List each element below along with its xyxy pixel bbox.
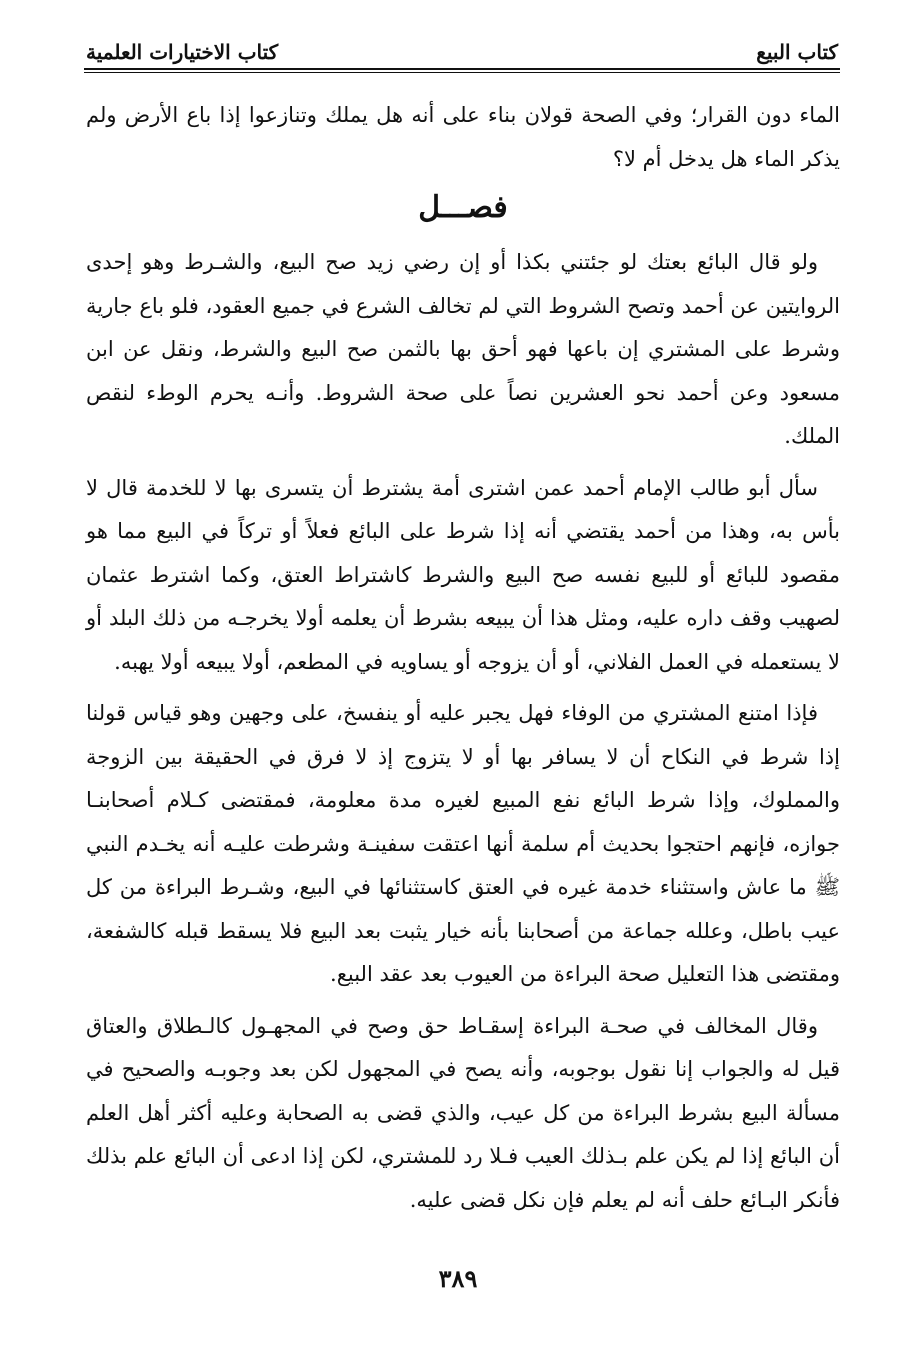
header-rule bbox=[84, 68, 840, 73]
running-header bbox=[86, 28, 838, 64]
paragraph: فإذا امتنع المشتري من الوفاء فهل يجبر عليه أو ينفسخ، على وجهين وهو قياس قولنا إذا شرط في النكاح أن لا يسافر بها أو لا يتزوج إذ لا فرق في الحقيقة بين الزوجة والمملوك، وإذا شرط البائع نفع المبيع لغيره مدة معلومة، فمقتضى كـلام أصحابنـا جوازه، فإنهم احتجوا بحديث أم سلمة أنها اعتقت سفينـة وشرطت عليـه أنه يخـدم النبي ﷺ ما عاش واستثناء خدمة غيره في العتق كاستثنائها في البيع، وشـرط البراءة من كل عيب باطل، وعلله جماعة من أصحابنا بأنه خيار يثبت بعد البيع فلا يسقط قبله كالشفعة، ومقتضى هذا التعليل صحة البراءة من العيوب بعد عقد البيع. bbox=[86, 701, 840, 986]
section-heading: فصـــل bbox=[418, 190, 508, 225]
paragraph: ولو قال البائع بعتك لو جئتني بكذا أو إن رضي زيد صح البيع، والشـرط وهو إحدى الروايتين عن أحمد وتصح الشروط التي لم تخالف الشرع في جميع العقود، فلو باع جارية وشرط على المشتري إن باعها فهو أحق بها بالثمن صح البيع والشرط، ونقل عن ابن مسعود وعن أحمد نحو العشرين نصاً على صحة الشروط. وأنـه يحرم الوطء لنقص الملك. bbox=[86, 250, 840, 448]
header-chapter-title: كتاب البيع bbox=[756, 40, 838, 64]
header-book-title: كتاب الاختيارات العلمية bbox=[86, 40, 279, 64]
paragraph-continuation: الماء دون القرار؛ وفي الصحة قولان بناء على أنه هل يملك وتنازعوا إذا باع الأرض ولم يذكر الماء هل يدخل أم لا؟ bbox=[86, 103, 840, 171]
page-number: ٣٨٩ bbox=[438, 1264, 478, 1293]
page-body bbox=[86, 94, 840, 1222]
paragraph: سأل أبو طالب الإمام أحمد عمن اشترى أمة يشترط أن يتسرى بها لا للخدمة قال لا بأس به، وهذا من أحمد يقتضي أنه إذا شرط على البائع فعلاً أو تركاً في البيع مما هو مقصود للبائع أو للبيع نفسه صح البيع والشرط كاشتراط العتق، وكما اشترط عثمان لصهيب وقف داره عليه، ومثل هذا أن يبيعه بشرط أن يعلمه أولا يخرجـه من ذلك البلد أو لا يستعمله في العمل الفلاني، أو أن يزوجه أو يساويه في المطعم، أولا يبيعه أولا يهبه. bbox=[86, 475, 840, 674]
paragraph: وقال المخالف في صحـة البراءة إسقـاط حق وصح في المجهـول كالـطلاق والعتاق قيل له والجواب إنا نقول بوجوبه، وأنه يصح في المجهول لكن بعد وجوبـه والصحيح في مسألة البيع بشرط البراءة من كل عيب، والذي قضى به الصحابة وعليه أكثر أهل العلم أن البائع إذا لم يكن علم بـذلك العيب فـلا رد للمشتري، لكن إذا ادعى أن البائع علم بذلك فأنكر البـائع حلف أنه لم يعلم فإن نكل قضى عليه. bbox=[86, 1013, 840, 1212]
